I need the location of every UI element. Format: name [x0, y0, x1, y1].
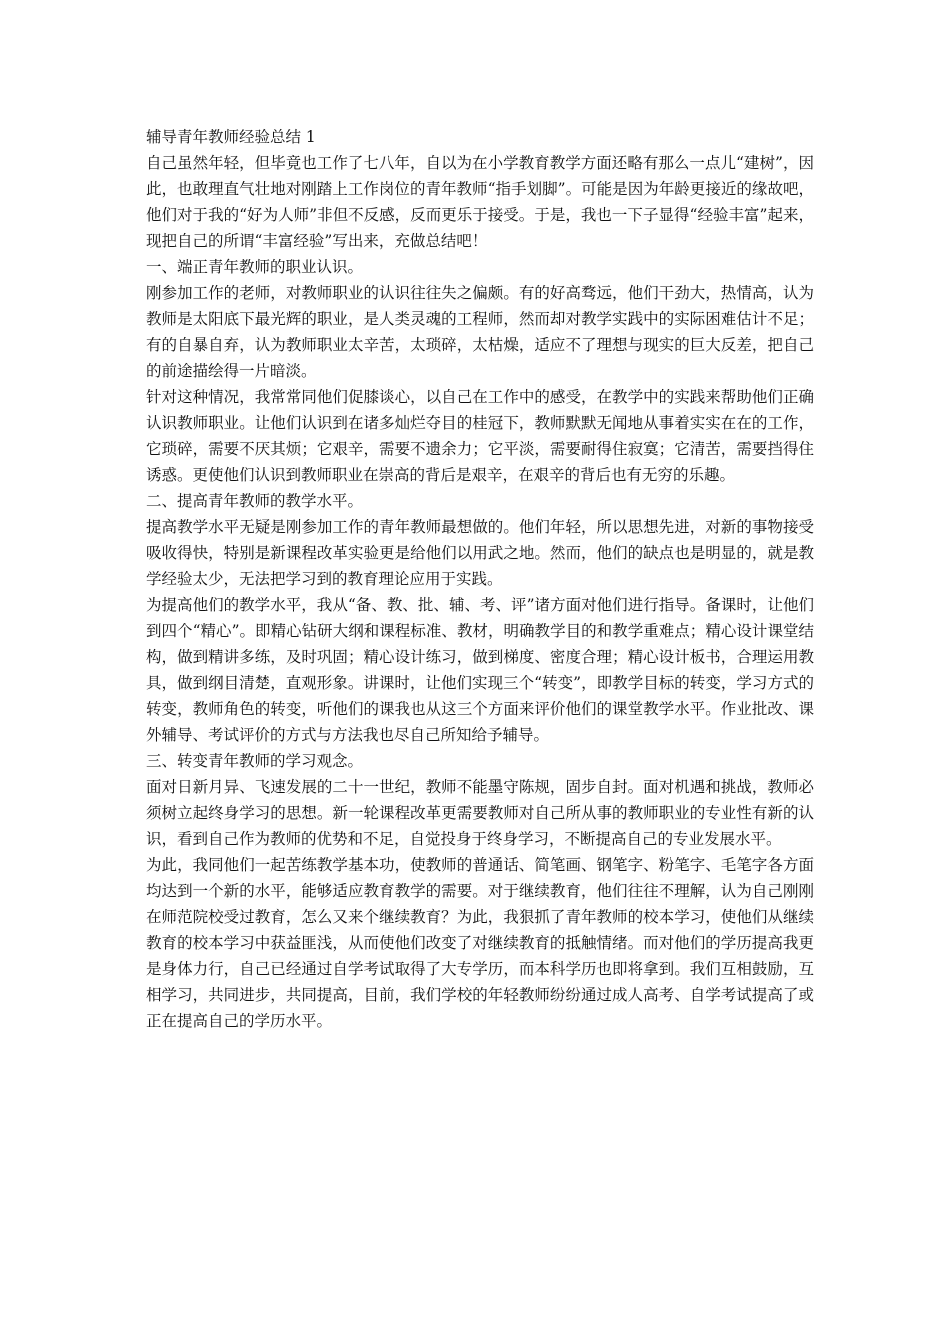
paragraph: 为此，我同他们一起苦练教学基本功，使教师的普通话、简笔画、钢笔字、粉笔字、毛笔字各方面均达到一个新的水平，能够适应教育教学的需要。对于继续教育，他们往往不理解，认为自己刚刚在师范院校受过教育，怎么又来个继续教育？为此，我狠抓了青年教师的校本学习，使他们从继续教育的校本学习中获益匪浅，从而使他们改变了对继续教育的抵触情绪。而对他们的学历提高我更是身体力行，自己已经通过自学考试取得了大专学历，而本科学历也即将拿到。我们互相鼓励，互相学习，共同进步，共同提高，目前，我们学校的年轻教师纷纷通过成人高考、自学考试提高了或正在提高自己的学历水平。	[146, 856, 814, 1030]
paragraph: 提高教学水平无疑是刚参加工作的青年教师最想做的。他们年轻，所以思想先进，对新的事物接受吸收得快，特别是新课程改革实验更是给他们以用武之地。然而，他们的缺点也是明显的，就是教学经验太少，无法把学习到的教育理论应用于实践。	[146, 518, 814, 588]
paragraph: 为提高他们的教学水平，我从“备、教、批、辅、考、评”诸方面对他们进行指导。备课时，让他们到四个“精心”。即精心钻研大纲和课程标准、教材，明确教学目的和教学重难点；精心设计课堂结构，做到精讲多练，及时巩固；精心设计练习，做到梯度、密度合理；精心设计板书，合理运用教具，做到纲目清楚，直观形象。讲课时，让他们实现三个“转变”，即教学目标的转变，学习方式的转变，教师角色的转变，听他们的课我也从这三个方面来评价他们的课堂教学水平。作业批改、课外辅导、考试评价的方式与方法我也尽自己所知给予辅导。	[146, 596, 814, 744]
paragraph: 刚参加工作的老师，对教师职业的认识往往失之偏颇。有的好高骛远，他们干劲大，热情高，认为教师是太阳底下最光辉的职业，是人类灵魂的工程师，然而却对教学实践中的实际困难估计不足；有的自暴自弃，认为教师职业太辛苦，太琐碎，太枯燥，适应不了理想与现实的巨大反差，把自己的前途描绘得一片暗淡。	[146, 284, 814, 380]
document-body	[146, 124, 814, 1034]
section-heading-2: 二、提高青年教师的教学水平。	[146, 492, 364, 510]
section-heading-1: 一、端正青年教师的职业认识。	[146, 258, 364, 276]
document-title: 辅导青年教师经验总结 1	[146, 128, 316, 146]
paragraph: 面对日新月异、飞速发展的二十一世纪，教师不能墨守陈规，固步自封。面对机遇和挑战，教师必须树立起终身学习的思想。新一轮课程改革更需要教师对自己所从事的教师职业的专业性有新的认识，看到自己作为教师的优势和不足，自觉投身于终身学习，不断提高自己的专业发展水平。	[146, 778, 814, 848]
paragraph: 针对这种情况，我常常同他们促膝谈心，以自己在工作中的感受，在教学中的实践来帮助他们正确认识教师职业。让他们认识到在诸多灿烂夺目的桂冠下，教师默默无闻地从事着实实在在的工作，它琐碎，需要不厌其烦；它艰辛，需要不遗余力；它平淡，需要耐得住寂寞；它清苦，需要挡得住诱惑。更使他们认识到教师职业在崇高的背后是艰辛，在艰辛的背后也有无穷的乐趣。	[146, 388, 814, 484]
intro-paragraph: 自己虽然年轻，但毕竟也工作了七八年，自以为在小学教育教学方面还略有那么一点儿“建树”，因此，也敢理直气壮地对刚踏上工作岗位的青年教师“指手划脚”。可能是因为年龄更接近的缘故吧，他们对于我的“好为人师”非但不反感，反而更乐于接受。于是，我也一下子显得“经验丰富”起来，现把自己的所谓“丰富经验”写出来，充做总结吧！	[146, 154, 814, 250]
section-heading-3: 三、转变青年教师的学习观念。	[146, 752, 364, 770]
